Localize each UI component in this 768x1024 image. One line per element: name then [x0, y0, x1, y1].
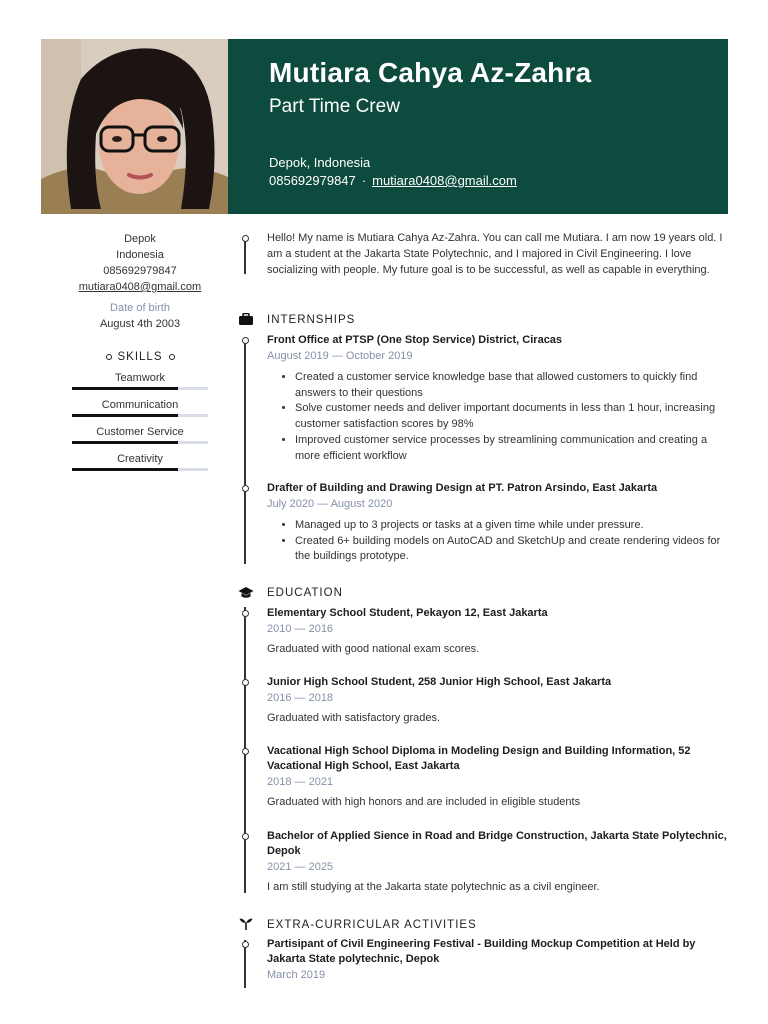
timeline-node [242, 235, 249, 242]
skill-label: Customer Service [96, 426, 184, 438]
profile-photo [41, 39, 228, 214]
resume-header [228, 39, 728, 214]
education-entry [267, 675, 727, 726]
skill-level-bar [72, 414, 208, 417]
skill-label: Creativity [117, 453, 163, 465]
timeline-node [242, 485, 249, 492]
sidebar-email-link[interactable]: mutiara0408@gmail.com [78, 281, 202, 293]
entry-description: I am still studying at the Jakarta state polytechnic as a civil engineer. [267, 881, 600, 893]
ring-icon [106, 354, 112, 360]
profile-photo-illustration [41, 39, 228, 214]
skill-level-bar [72, 387, 208, 390]
profile-summary: Hello! My name is Mutiara Cahya Az-Zahra. You can call me Mutiara. I am now 19 years old. I am a student at the Jakarta State Polytechnic, and I majored in Civil Engineering. I love socializing with people. My future goal is to be successful, as well as capable in everything. [267, 232, 723, 276]
sprout-icon [238, 917, 254, 931]
timeline-node [242, 679, 249, 686]
entry-title: Partisipant of Civil Engineering Festival - Building Mockup Competition at Held by Jakarta State polytechnic, Depok [267, 938, 696, 965]
entry-date: March 2019 [267, 969, 326, 981]
skill-level-fill [72, 468, 178, 471]
internship-entry [267, 333, 727, 464]
extracurricular-heading: EXTRA-CURRICULAR ACTIVITIES [267, 919, 477, 931]
sidebar-country: Indonesia [116, 249, 164, 261]
entry-date: 2018 — 2021 [267, 776, 334, 788]
entry-title: Elementary School Student, Pekayon 12, East Jakarta [267, 607, 548, 619]
internships-heading: INTERNSHIPS [267, 314, 356, 326]
contact-separator: · [361, 173, 367, 188]
skill-level-fill [72, 387, 178, 390]
dob-value: August 4th 2003 [99, 318, 181, 330]
job-title: Part Time Crew [269, 96, 400, 117]
sidebar-phone: 085692979847 [103, 265, 177, 277]
timeline-node [242, 610, 249, 617]
skill-level-fill [72, 414, 178, 417]
sidebar [72, 231, 208, 474]
timeline-node [242, 748, 249, 755]
skill-item [72, 423, 208, 447]
skill-label: Teamwork [114, 372, 166, 384]
skill-item [72, 369, 208, 393]
bullet-list [267, 518, 727, 565]
timeline-line [244, 238, 246, 274]
dob-label: Date of birth [110, 302, 170, 314]
skills-title: SKILLS [117, 351, 163, 363]
bullet-item: • Created 6+ building models on AutoCAD and SketchUp and create rendering videos for the buildings prototype. [295, 534, 727, 565]
entry-title: Bachelor of Applied Sience in Road and Bridge Construction, Jakarta State Polytechnic, Depok [267, 830, 727, 857]
entry-title: Junior High School Student, 258 Junior High School, East Jakarta [267, 676, 612, 688]
timeline-node [242, 337, 249, 344]
timeline-line [244, 340, 246, 564]
header-phone: 085692979847 [269, 173, 356, 188]
entry-date: 2021 — 2025 [267, 861, 334, 873]
ring-icon [169, 354, 175, 360]
header-email-link[interactable]: mutiara0408@gmail.com [372, 173, 517, 188]
bullet-list [267, 370, 727, 464]
timeline-node [242, 941, 249, 948]
entry-date: 2016 — 2018 [267, 692, 334, 704]
entry-title: Front Office at PTSP (One Stop Service) District, Ciracas [267, 334, 563, 346]
header-contact [269, 173, 517, 188]
entry-description: Graduated with good national exam scores. [267, 643, 480, 655]
sidebar-city: Depok [124, 233, 156, 245]
skills-heading [72, 348, 208, 366]
entry-description: Graduated with high honors and are included in eligible students [267, 796, 581, 808]
briefcase-icon [238, 313, 254, 327]
entry-description: Graduated with satisfactory grades. [267, 712, 441, 724]
full-name: Mutiara Cahya Az-Zahra [269, 57, 592, 88]
entry-title: Drafter of Building and Drawing Design at PT. Patron Arsindo, East Jakarta [267, 482, 658, 494]
education-entry [267, 744, 727, 810]
bullet-item: • Created a customer service knowledge base that allowed customers to quickly find answers to their questions [295, 370, 727, 401]
education-entry [267, 606, 727, 657]
skill-level-fill [72, 441, 178, 444]
education-entry [267, 829, 727, 895]
bullet-item: • Managed up to 3 projects or tasks at a given time while under pressure. [295, 518, 727, 534]
skill-label: Communication [101, 399, 179, 411]
entry-title: Vacational High School Diploma in Modeling Design and Building Information, 52 Vacational High School, East Jakarta [267, 745, 691, 772]
bullet-item: • Improved customer service processes by streamlining communication and creating a more efficient workflow [295, 433, 727, 464]
graduation-cap-icon [238, 586, 254, 600]
skill-item [72, 450, 208, 474]
bullet-item: • Solve customer needs and deliver important documents in less than 1 hour, increasing customer satisfaction scores by 98% [295, 401, 727, 432]
activity-entry [267, 937, 727, 983]
timeline-node [242, 833, 249, 840]
entry-date: 2010 — 2016 [267, 623, 334, 635]
skill-level-bar [72, 468, 208, 471]
education-heading: EDUCATION [267, 587, 343, 599]
header-location: Depok, Indonesia [269, 155, 371, 170]
internship-entry [267, 481, 727, 565]
skill-item [72, 396, 208, 420]
entry-date: August 2019 — October 2019 [267, 350, 413, 362]
skill-level-bar [72, 441, 208, 444]
entry-date: July 2020 — August 2020 [267, 498, 393, 510]
